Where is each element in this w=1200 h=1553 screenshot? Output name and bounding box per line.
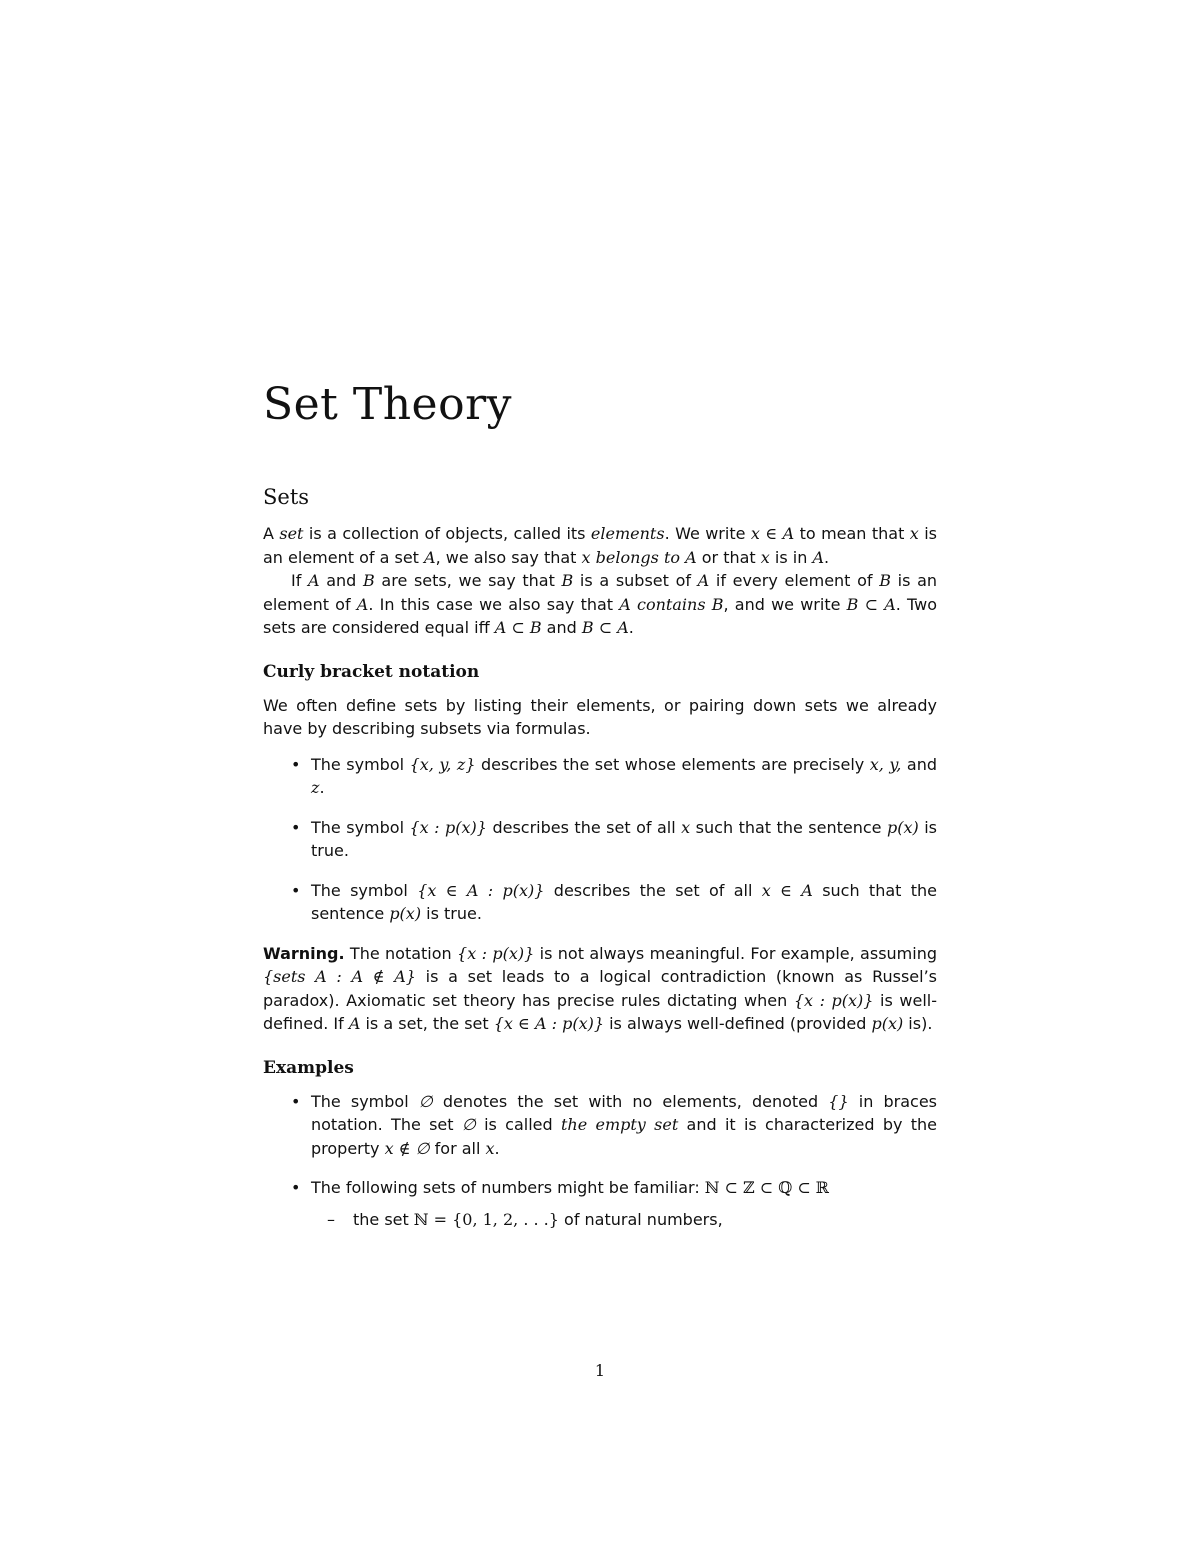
section-heading-examples: Examples [263,1057,354,1078]
paragraph-set-definition: A set is a collection of objects, called its elements. We write x ∈ A to mean that x is an element of a set A, we also say that x belongs to A or that x is in A. [263,524,938,567]
paragraph-curly-intro: We often define sets by listing their elements, or pairing down sets we already have by describing subsets via formulas. [263,695,937,738]
section-heading-curly-bracket: Curly bracket notation [263,661,480,682]
warning-label: Warning. [263,943,345,963]
page-title: Set Theory [263,379,512,430]
list-item: • The following sets of numbers might be familiar: ℕ ⊂ ℤ ⊂ ℚ ⊂ ℝ – the set ℕ = {0, 1, 2, . . .} of natural numbers, [311,1176,937,1231]
sublist-item: – the set ℕ = {0, 1, 2, . . .} of natural numbers, [353,1208,937,1232]
examples-bullet-list [263,1090,937,1232]
list-item: • The symbol ∅ denotes the set with no elements, denoted {} in braces notation. The set ∅ is called the empty set and it is characterized by the property x ∉ ∅ for all x. [311,1090,937,1161]
list-item: • The symbol {x, y, z} describes the set whose elements are precisely x, y, and z. [311,753,937,800]
paragraph-subset-definition: If A and B are sets, we say that B is a subset of A if every element of B is an element of A. In this case we also say that A contains B, and we write B ⊂ A. Two sets are considered equal iff A ⊂ B and B ⊂ A. [263,571,938,637]
page-content [263,375,937,1247]
section-heading-sets: Sets [263,485,310,509]
page-number: 1 [594,1361,606,1380]
paragraph-warning: Warning. The notation {x : p(x)} is not always meaningful. For example, assuming {sets A : A ∉ A} is a set leads to a logical contradiction (known as Russel’s paradox). Axiomatic set theory has precise rules dictating when {x : p(x)} is well-defined. If A is a set, the set {x ∈ A : p(x)} is always well-defined (provided p(x) is). [263,943,938,1033]
curly-bullet-list [263,753,937,926]
list-item: • The symbol {x ∈ A : p(x)} describes the set of all x ∈ A such that the sentence p(x) is true. [311,879,937,926]
number-sets-sublist [311,1208,937,1232]
list-item: • The symbol {x : p(x)} describes the set of all x such that the sentence p(x) is true. [311,816,937,863]
